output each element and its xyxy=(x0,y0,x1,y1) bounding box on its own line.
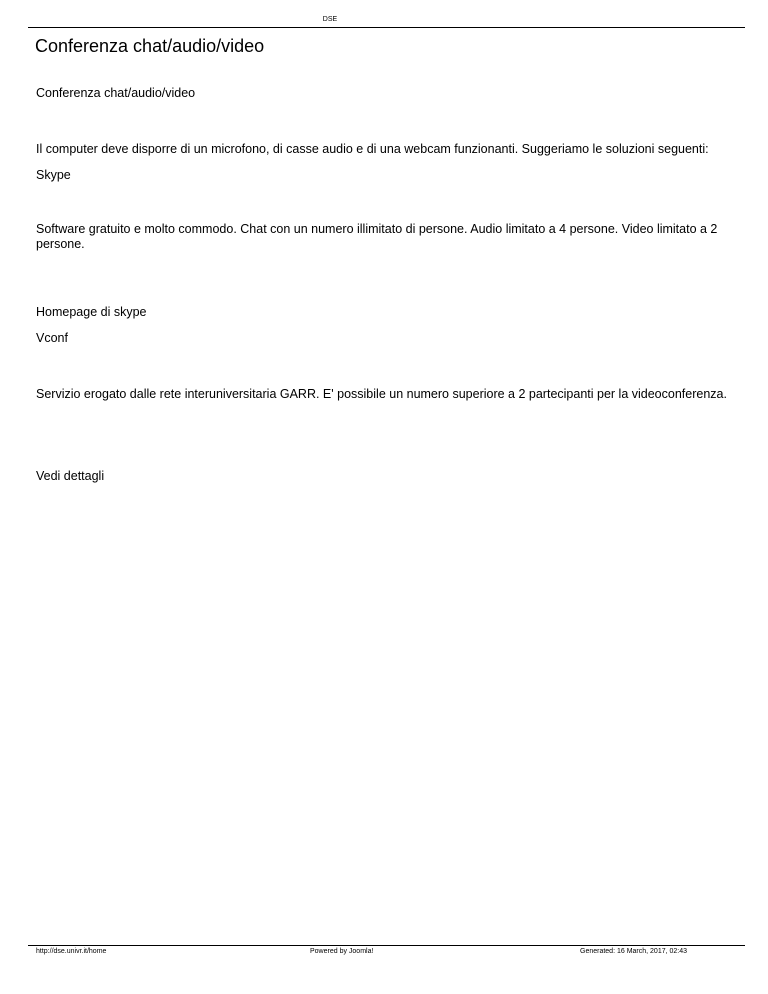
skype-description: Software gratuito e molto commodo. Chat con un numero illimitato di persone. Audio limitato a 4 persone. Video limitato a 2 persone. xyxy=(36,222,718,251)
skype-heading: Skype xyxy=(36,168,71,182)
site-name-header: DSE xyxy=(322,16,338,23)
vconf-description: Servizio erogato dalle rete interuniversitaria GARR. E' possibile un numero superiore a 2 partecipanti per la videoconferenza. xyxy=(36,387,727,401)
footer-url[interactable]: http://dse.univr.it/home xyxy=(36,948,107,955)
footer-divider xyxy=(28,945,745,946)
vconf-heading: Vconf xyxy=(36,331,68,345)
intro-paragraph: Il computer deve disporre di un microfono, di casse audio e di una webcam funzionanti. Suggeriamo le soluzioni seguenti: xyxy=(36,142,709,156)
footer-powered-by: Powered by Joomla! xyxy=(310,948,374,955)
article-subtitle: Conferenza chat/audio/video xyxy=(36,86,196,100)
skype-homepage-link[interactable]: Homepage di skype xyxy=(36,305,147,319)
page-title: Conferenza chat/audio/video xyxy=(35,36,265,56)
header-divider xyxy=(28,27,745,28)
footer-generated-date: Generated: 16 March, 2017, 02:43 xyxy=(580,948,688,955)
vconf-details-link[interactable]: Vedi dettagli xyxy=(36,469,105,483)
